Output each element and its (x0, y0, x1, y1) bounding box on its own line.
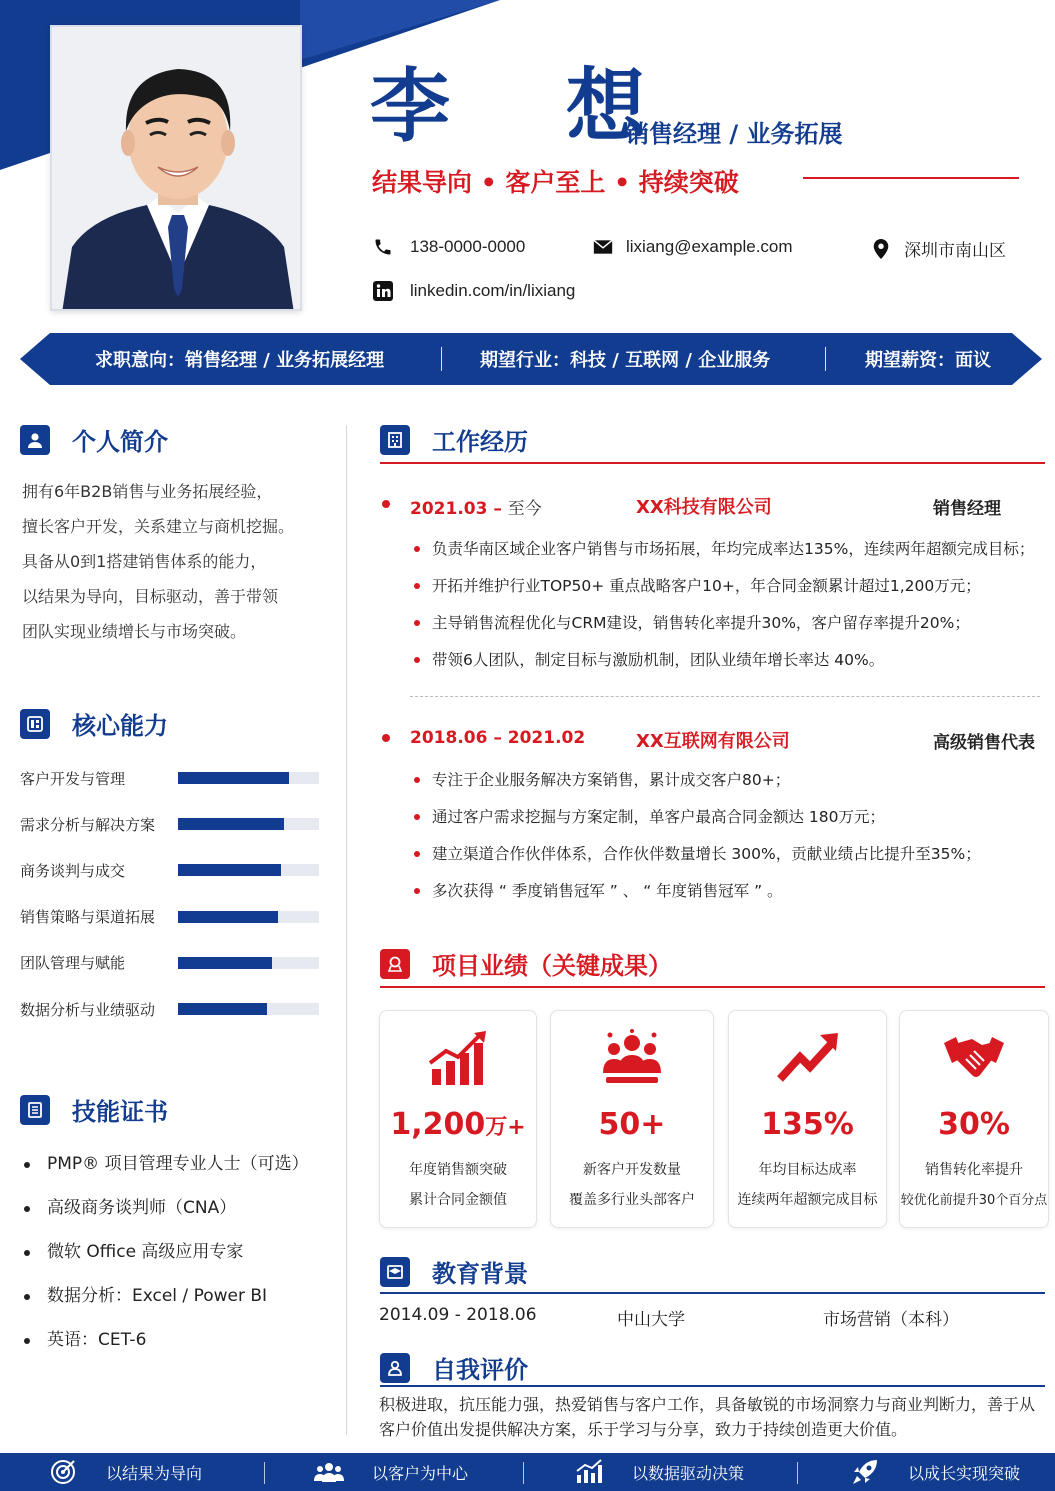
banner-divider (441, 347, 442, 371)
skill-level-bar (178, 818, 319, 830)
job-bullets (410, 534, 1034, 682)
list-item: 带领6人团队，制定目标与激励机制，团队业绩年增长率达 40%。 (410, 645, 1034, 682)
skill-level-bar (178, 772, 319, 784)
card-value: 50+ (598, 1107, 666, 1142)
profile-summary (22, 474, 332, 649)
section-rule (380, 1385, 1045, 1387)
job-date-start: 2021.03 – (410, 499, 502, 519)
banner-industry: 期望行业：科技 / 互联网 / 企业服务 (480, 350, 771, 371)
job-company: XX科技有限公司 (636, 497, 772, 518)
footer-divider (797, 1462, 798, 1484)
section-projects-header (380, 946, 672, 981)
skill-level-bar (178, 1003, 319, 1015)
card-sublabel: 连续两年超额完成目标 (737, 1192, 878, 1208)
candidate-name: 李 想 (370, 60, 690, 153)
skill-row (20, 860, 320, 880)
card-label: 新客户开发数量 (583, 1162, 681, 1178)
card-value-unit: 万+ (485, 1115, 526, 1140)
list-item: 英语：CET-6 (22, 1324, 342, 1368)
skill-row (20, 999, 320, 1019)
contact-location (870, 236, 1006, 261)
achievement-card (379, 1010, 537, 1228)
skill-name: 商务谈判与成交 (20, 861, 126, 880)
skill-name: 团队管理与赋能 (20, 954, 126, 973)
footer-item (314, 1453, 468, 1491)
tagline-rule (803, 177, 1019, 179)
card-value (380, 1107, 536, 1142)
building-icon (380, 425, 410, 455)
card-label: 销售转化率提升 (925, 1162, 1023, 1178)
list-item: 数据分析：Excel / Power BI (22, 1280, 342, 1324)
phone-text: 138-0000-0000 (410, 237, 526, 256)
card-sublabel: 累计合同金额值 (409, 1192, 507, 1208)
card-label: 年均目标达成率 (758, 1162, 857, 1178)
footer-label: 以结果为导向 (106, 1463, 203, 1483)
section-profile-header (20, 422, 168, 457)
linkedin-link[interactable]: linkedin.com/in/lixiang (410, 281, 576, 300)
skill-level-fill (178, 818, 284, 830)
section-title: 核心能力 (72, 712, 168, 740)
section-work-header (380, 422, 528, 457)
skill-level-fill (178, 911, 278, 923)
footer-divider (264, 1462, 265, 1484)
timeline-dot (382, 500, 390, 508)
achievement-card (728, 1010, 887, 1228)
section-title: 工作经历 (432, 428, 528, 456)
profile-line: 以结果为导向，目标驱动，善于带领 (22, 587, 279, 606)
education-period: 2014.09 - 2018.06 (379, 1305, 537, 1325)
job-bullets (410, 765, 981, 913)
job-company: XX互联网有限公司 (636, 731, 790, 752)
section-title: 个人简介 (72, 428, 168, 456)
rocket-icon (850, 1457, 880, 1487)
section-rule (380, 462, 1045, 464)
list-item: PMP® 项目管理专业人士（可选） (22, 1148, 342, 1192)
section-rule (380, 1292, 1045, 1294)
list-item: 多次获得 “ 季度销售冠军 ” 、 “ 年度销售冠军 ” 。 (410, 876, 981, 913)
job-intent-banner (20, 333, 1042, 385)
profile-photo (50, 25, 302, 311)
list-item: 微软 Office 高级应用专家 (22, 1236, 342, 1280)
section-education-header (380, 1254, 528, 1289)
self-evaluation-text: 积极进取，抗压能力强，热爱销售与客户工作，具备敏锐的市场洞察力与商业判断力，善于从客户价值出发提供解决方案，乐于学习与分享，致力于持续创造更大价值。 (379, 1395, 1036, 1439)
skill-name: 数据分析与业绩驱动 (20, 1000, 156, 1019)
column-divider (346, 425, 347, 1435)
footer-divider (523, 1462, 524, 1484)
skill-name: 销售策略与渠道拓展 (20, 908, 156, 927)
card-value: 30% (938, 1107, 1010, 1142)
footer-item (48, 1453, 202, 1491)
section-certs-header (20, 1092, 168, 1127)
list-item: 通过客户需求挖掘与方案定制，单客户最高合同金额达 180万元； (410, 802, 981, 839)
banner-intent: 求职意向：销售经理 / 业务拓展经理 (95, 350, 385, 371)
contact-email (592, 236, 793, 258)
graduation-cap-icon (380, 1257, 410, 1287)
self-assessment-icon (380, 1353, 410, 1383)
footer-item (850, 1453, 1020, 1491)
card-label: 年度销售额突破 (409, 1162, 507, 1178)
section-self-eval-header (380, 1350, 528, 1385)
certificate-list (22, 1148, 342, 1368)
target-icon (48, 1457, 78, 1487)
card-sublabel: 较优化前提升30个百分点 (900, 1193, 1048, 1208)
achievement-card (899, 1010, 1049, 1228)
candidate-role: 销售经理 / 业务拓展 (625, 120, 843, 148)
section-title: 教育背景 (432, 1260, 528, 1288)
contact-linkedin (372, 280, 575, 302)
mail-icon (592, 236, 614, 258)
job-date (410, 494, 542, 519)
location-text: 深圳市南山区 (904, 241, 1006, 260)
job-divider (410, 696, 1040, 697)
skill-level-bar (178, 864, 319, 876)
profile-line: 擅长客户开发，关系建立与商机挖掘。 (22, 517, 295, 536)
bar-growth-icon (426, 1029, 490, 1089)
data-chart-icon (574, 1457, 604, 1487)
footer-label: 以成长实现突破 (908, 1463, 1021, 1483)
list-item: 建立渠道合作伙伴体系，合作伙伴数量增长 300%，贡献业绩占比提升至35%； (410, 839, 981, 876)
banner-divider (825, 347, 826, 371)
list-item: 高级商务谈判师（CNA） (22, 1192, 342, 1236)
job-role: 高级销售代表 (933, 733, 1035, 753)
achievement-card (550, 1010, 714, 1228)
section-title: 自我评价 (432, 1356, 528, 1384)
card-value: 135% (761, 1107, 854, 1142)
skill-level-fill (178, 957, 272, 969)
phone-icon (372, 236, 394, 258)
section-skills-header (20, 706, 168, 741)
skill-level-fill (178, 1003, 267, 1015)
skill-row (20, 953, 320, 973)
job-role: 销售经理 (933, 499, 1001, 519)
profile-line: 具备从0到1搭建销售体系的能力， (22, 552, 267, 571)
section-title: 项目业绩（关键成果） (432, 952, 672, 980)
timeline-dot (382, 734, 390, 742)
contact-phone (372, 236, 525, 258)
award-icon (380, 949, 410, 979)
profile-line: 团队实现业绩增长与市场突破。 (22, 622, 247, 641)
footer-item (574, 1453, 744, 1491)
skill-row (20, 768, 320, 788)
section-rule (380, 986, 1045, 988)
education-major: 市场营销（本科） (823, 1310, 959, 1330)
skill-row (20, 814, 320, 834)
skill-name: 需求分析与解决方案 (20, 815, 156, 834)
team-icon (600, 1029, 664, 1089)
skill-level-fill (178, 772, 289, 784)
list-item: 主导销售流程优化与CRM建设，销售转化率提升30%，客户留存率提升20%； (410, 608, 1034, 645)
section-title: 技能证书 (72, 1098, 168, 1126)
profile-line: 拥有6年B2B销售与业务拓展经验， (22, 482, 273, 501)
customers-icon (314, 1457, 344, 1487)
card-value-number: 1,200 (390, 1107, 486, 1142)
email-link[interactable]: lixiang@example.com (626, 237, 793, 256)
banner-salary: 期望薪资：面议 (865, 350, 991, 371)
footer-label: 以数据驱动决策 (632, 1463, 745, 1483)
linkedin-icon (372, 280, 394, 302)
skill-level-fill (178, 864, 281, 876)
job-date: 2018.06 – 2021.02 (410, 728, 586, 748)
skill-level-bar (178, 957, 319, 969)
card-sublabel: 覆盖多行业头部客户 (569, 1192, 695, 1208)
footer-label: 以客户为中心 (372, 1463, 469, 1483)
handshake-icon (942, 1029, 1006, 1089)
certificate-book-icon (20, 1095, 50, 1125)
list-item: 专注于企业服务解决方案销售，累计成交客户80+； (410, 765, 981, 802)
list-item: 负责华南区域企业客户销售与市场拓展，年均完成率达135%，连续两年超额完成目标； (410, 534, 1034, 571)
skill-level-bar (178, 911, 319, 923)
user-icon (20, 425, 50, 455)
footer-bar (0, 1453, 1055, 1491)
trend-up-icon (776, 1029, 840, 1089)
location-pin-icon (870, 238, 892, 260)
skills-icon (20, 709, 50, 739)
tagline: 结果导向 • 客户至上 • 持续突破 (372, 168, 739, 197)
list-item: 开拓并维护行业TOP50+ 重点战略客户10+，年合同金额累计超过1,200万元； (410, 571, 1034, 608)
skill-name: 客户开发与管理 (20, 769, 126, 788)
education-school: 中山大学 (617, 1310, 685, 1330)
skill-row (20, 907, 320, 927)
job-date-end: 至今 (507, 499, 542, 519)
